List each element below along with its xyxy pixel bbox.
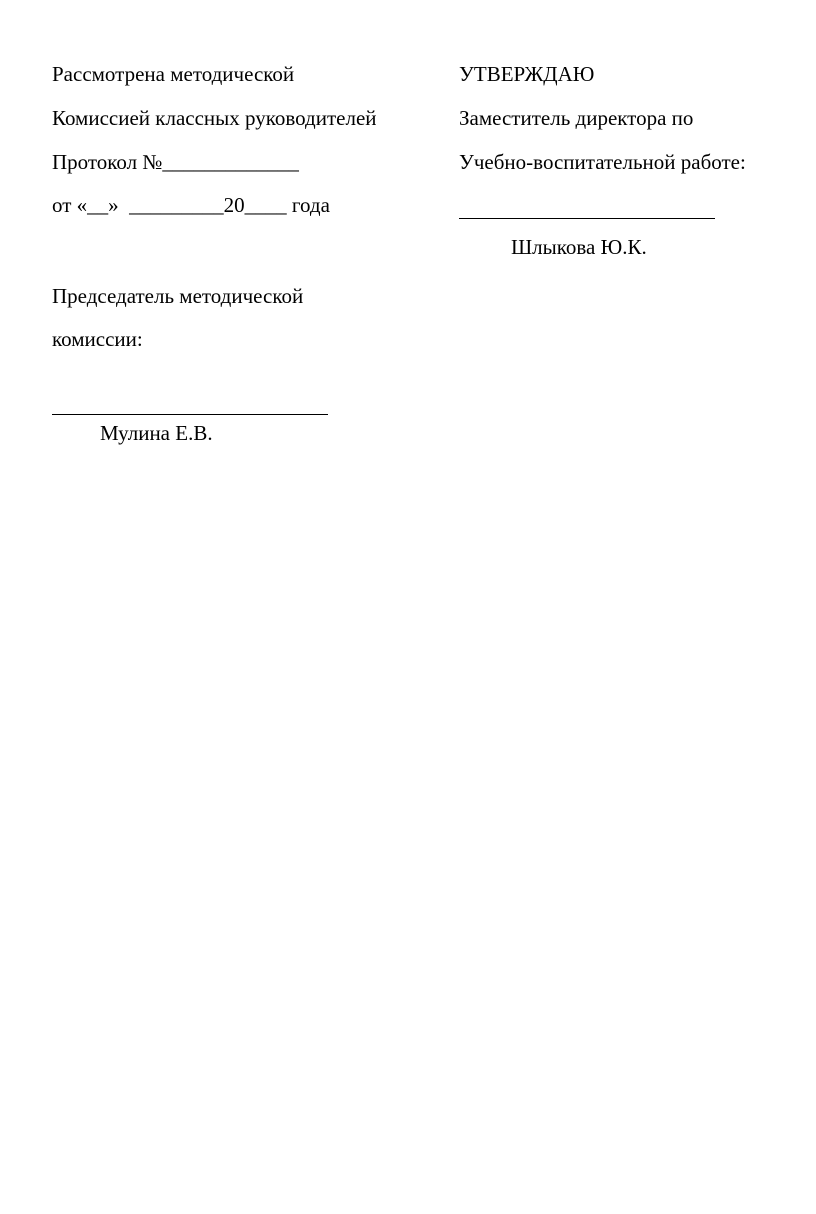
- approval-heading: УТВЕРЖДАЮ: [459, 62, 595, 86]
- review-commission: Комиссией классных руководителей: [52, 106, 377, 130]
- chair-title: Председатель методической: [52, 284, 304, 308]
- chair-title-continued: комиссии:: [52, 327, 143, 351]
- approver-position: Заместитель директора по: [459, 106, 694, 130]
- protocol-date: от «__» _________20____ года: [52, 193, 330, 217]
- approval-block: [459, 60, 789, 259]
- approver-signature-line: [459, 190, 715, 219]
- approver-name: Шлыкова Ю.К.: [511, 235, 647, 259]
- chair-name: Мулина Е.В.: [100, 421, 213, 445]
- protocol-number: Протокол №_____________: [52, 150, 299, 174]
- review-block: [52, 60, 432, 445]
- approver-department: Учебно-воспитательной работе:: [459, 150, 746, 174]
- chair-signature-line: [52, 386, 328, 415]
- review-title: Рассмотрена методической: [52, 62, 295, 86]
